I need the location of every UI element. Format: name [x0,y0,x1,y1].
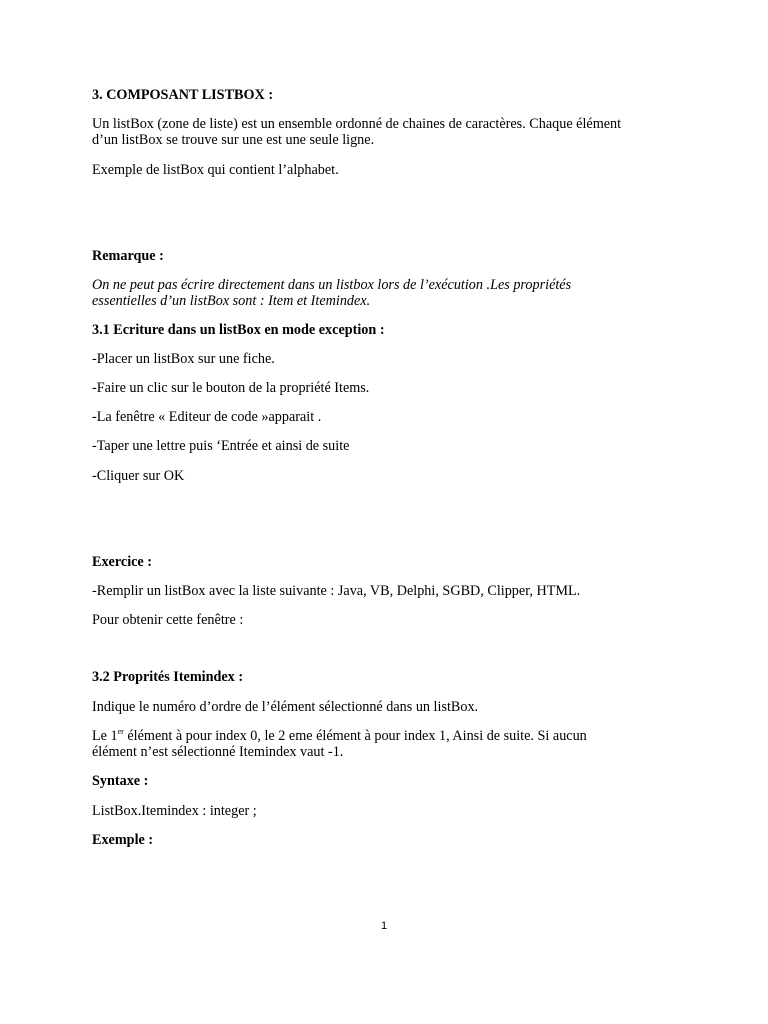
exercice-heading: Exercice : [92,554,152,570]
syntax-code: ListBox.Itemindex : integer ; [92,803,257,819]
exercice-instruction: -Remplir un listBox avec la liste suivante : Java, VB, Delphi, SGBD, Clipper, HTML. [92,583,581,599]
itemindex-description: Indique le numéro d’ordre de l’élément sélectionné dans un listBox. [92,699,479,715]
intro-paragraph-line-2: d’un listBox se trouve sur une est une seule ligne. [92,132,375,148]
section-3-heading: 3. COMPOSANT LISTBOX : [92,87,274,103]
page-number: 1 [380,920,388,932]
step-item: -Cliquer sur OK [92,468,185,484]
step-item: -La fenêtre « Editeur de code »apparait . [92,409,322,425]
exercice-followup: Pour obtenir cette fenêtre : [92,612,244,628]
itemindex-detail-line-2: élément n’est sélectionné Itemindex vaut -1. [92,744,344,760]
step-item: -Taper une lettre puis ‘Entrée et ainsi de suite [92,438,350,454]
example-paragraph: Exemple de listBox qui contient l’alphabet. [92,162,339,178]
section-3-2-heading: 3.2 Proprités Itemindex : [92,669,244,685]
remarque-line-1: On ne peut pas écrire directement dans un listbox lors de l’exécution .Les propriétés [92,277,572,293]
remarque-heading: Remarque : [92,248,164,264]
ordinal-superscript: er [117,727,124,736]
section-3-1-heading: 3.1 Ecriture dans un listBox en mode exception : [92,322,385,338]
step-item: -Faire un clic sur le bouton de la propriété Items. [92,380,370,396]
remarque-line-2: essentielles d’un listBox sont : Item et Itemindex. [92,293,371,309]
step-item: -Placer un listBox sur une fiche. [92,351,275,367]
itemindex-detail-rest: élément à pour index 0, le 2 eme élément à pour index 1, Ainsi de suite. Si aucun [123,728,587,744]
itemindex-detail-prefix: Le 1 [92,728,118,744]
intro-paragraph-line-1: Un listBox (zone de liste) est un ensemble ordonné de chaines de caractères. Chaque élément [92,116,622,132]
exemple-heading: Exemple : [92,832,154,848]
syntax-heading: Syntaxe : [92,773,149,789]
itemindex-detail-line-1 [92,728,587,744]
